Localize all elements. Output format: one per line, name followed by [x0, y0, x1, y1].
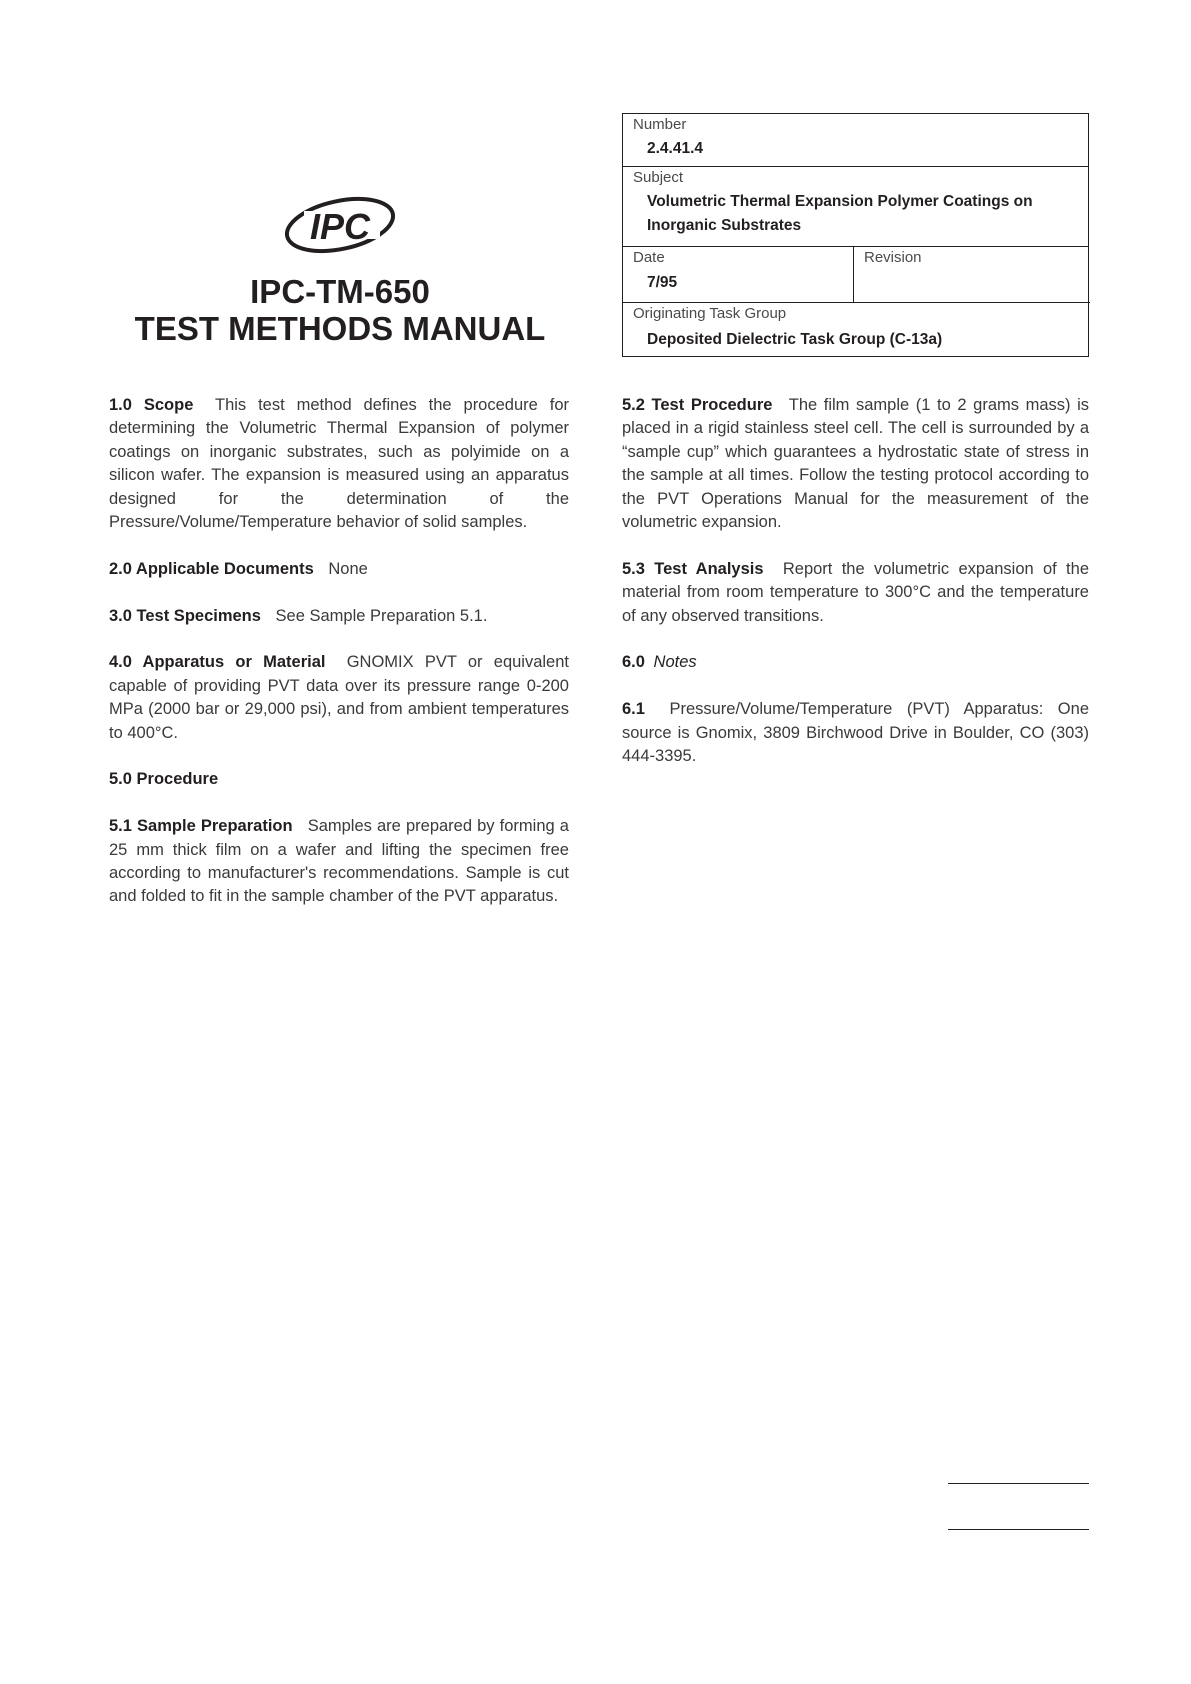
- section-test-specimens: [109, 605, 569, 628]
- section-text: None: [328, 559, 368, 578]
- section-sample-preparation: [109, 815, 569, 909]
- section-heading: 5.0 Procedure: [109, 770, 219, 789]
- section-test-analysis: [622, 558, 1089, 628]
- task-group-label: Originating Task Group: [633, 305, 787, 322]
- section-heading: 4.0 Apparatus or Material: [109, 653, 326, 672]
- ipc-logo: [282, 195, 398, 255]
- section-applicable-documents: [109, 558, 569, 581]
- section-text: This test method defines the procedure for determining the Volumetric Thermal Expansion of polymer coatings on inorganic substrates, such as polyimide on a silicon wafer. The expansion is measured using an apparatus designed for the determination of the Pressure/Volume/Temperature behavior of solid samples.: [109, 396, 569, 532]
- section-scope: [109, 394, 569, 534]
- number-value: 2.4.41.4: [647, 140, 704, 157]
- left-column: [109, 394, 569, 932]
- section-text: See Sample Preparation 5.1.: [275, 606, 488, 625]
- section-text: Pressure/Volume/Temperature (PVT) Apparatus: One source is Gnomix, 3809 Birchwood Drive in Boulder, CO (303) 444-3395.: [622, 700, 1089, 766]
- revision-cell: [854, 247, 1090, 303]
- manual-title-line2: TEST METHODS MANUAL: [134, 310, 546, 347]
- date-cell: [623, 247, 854, 303]
- section-test-procedure: [622, 394, 1089, 534]
- manual-title: [120, 273, 560, 347]
- date-label: Date: [633, 249, 665, 266]
- section-text: Report the volumetric expansion of the material from room temperature to 300°C and the temperature of any observed transitions.: [622, 559, 1089, 625]
- section-heading: 5.2 Test Procedure: [622, 396, 773, 414]
- section-heading: 2.0 Applicable Documents: [109, 559, 314, 578]
- task-group-cell: [623, 303, 1088, 358]
- section-heading: 6.1: [622, 700, 645, 719]
- section-procedure: [109, 768, 569, 791]
- right-column: [622, 394, 1089, 792]
- section-heading: 3.0 Test Specimens: [109, 606, 261, 625]
- section-heading: 1.0 Scope: [109, 396, 194, 414]
- section-apparatus: [109, 651, 569, 745]
- section-text: The film sample (1 to 2 grams mass) is placed in a rigid stainless steel cell. The cell is surrounded by a “sample cup” which guarantees a hydrostatic state of stress in the sample at all times. Follow the testing protocol according to the PVT Operations Manual for the measurement of the volumetric expansion.: [622, 396, 1089, 532]
- section-note-pvt-apparatus: [622, 698, 1089, 768]
- section-heading: 5.1 Sample Preparation: [109, 817, 293, 836]
- subject-line1: Volumetric Thermal Expansion Polymer Coatings on: [647, 193, 1033, 210]
- section-text: GNOMIX PVT or equivalent capable of providing PVT data over its pressure range 0-200 MPa (2000 bar or 29,000 psi), and from ambient temperatures to 400°C.: [109, 653, 569, 742]
- number-cell: [623, 114, 1088, 167]
- section-heading: Notes: [653, 653, 697, 672]
- section-text: Samples are prepared by forming a 25 mm thick film on a wafer and lifting the specimen free according to manufacturer's recommendations. Sample is cut and folded to fit in the sample chamber of the PVT apparatus.: [109, 817, 569, 906]
- document-info-box: [622, 113, 1089, 357]
- section-heading: 5.3 Test Analysis: [622, 559, 764, 578]
- footer-rule-2: [948, 1529, 1089, 1530]
- subject-line2: Inorganic Substrates: [647, 217, 802, 234]
- logo-text: IPC: [309, 206, 371, 247]
- subject-cell: [623, 167, 1088, 247]
- section-number: 6.0: [622, 653, 645, 672]
- footer-rule-1: [948, 1483, 1089, 1484]
- manual-title-line1: IPC-TM-650: [250, 273, 430, 310]
- number-label: Number: [633, 116, 687, 133]
- revision-label: Revision: [864, 249, 922, 266]
- date-value: 7/95: [647, 274, 678, 291]
- subject-label: Subject: [633, 169, 684, 186]
- subject-value: [647, 190, 1033, 238]
- task-group-value: Deposited Dielectric Task Group (C-13a): [647, 331, 943, 348]
- section-notes: [622, 651, 1089, 674]
